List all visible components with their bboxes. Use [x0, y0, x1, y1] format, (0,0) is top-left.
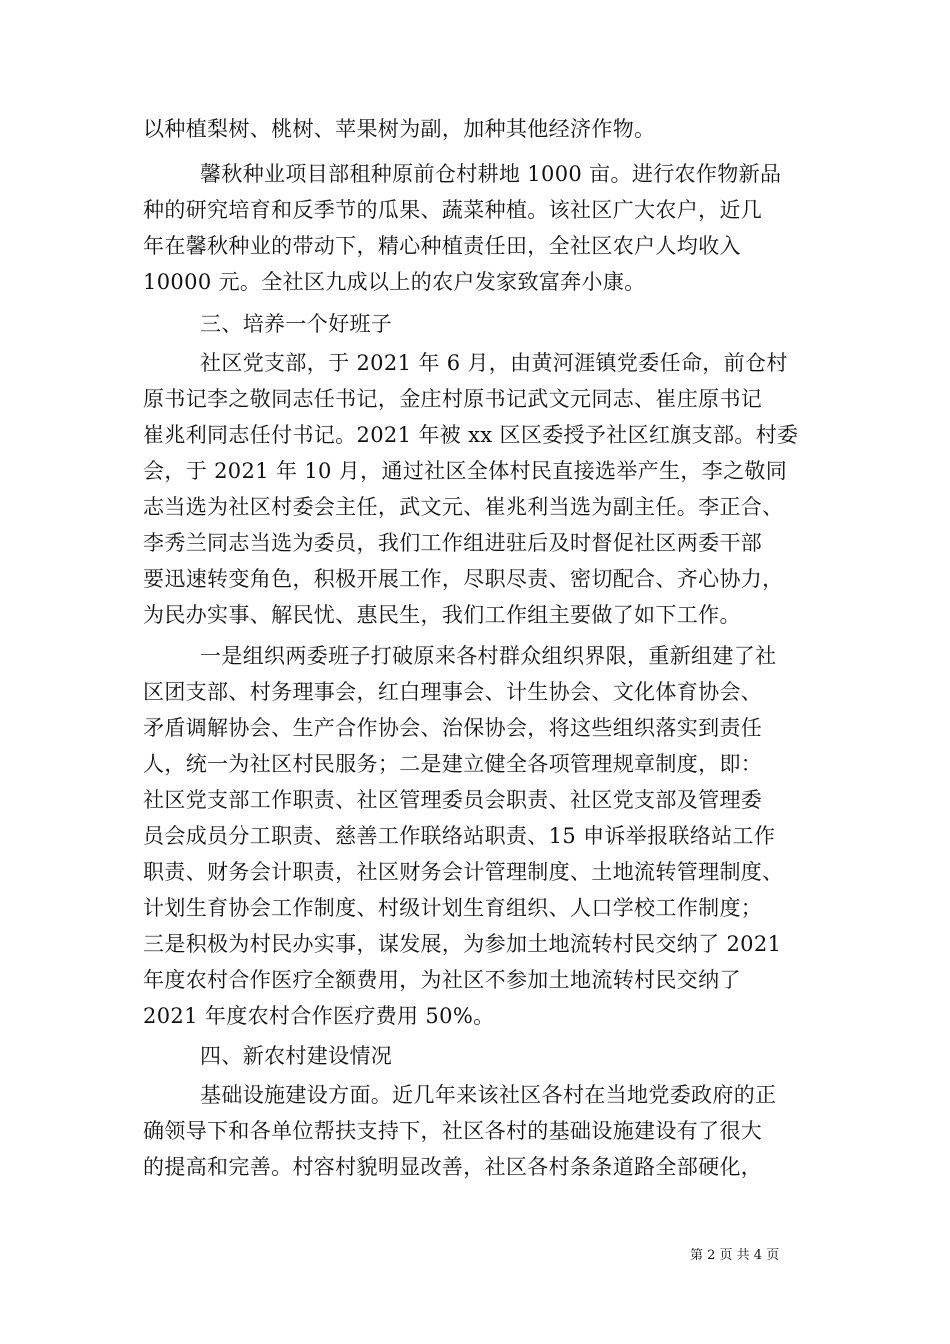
text-line: 计划生育协会工作制度、村级计划生育组织、人口学校工作制度；	[143, 896, 763, 920]
text-line: 矛盾调解协会、生产合作协会、治保协会，将这些组织落实到责任	[143, 716, 763, 740]
text-line: 要迅速转变角色，积极开展工作，尽职尽责、密切配合、齐心协力，	[143, 567, 784, 591]
text-line: 社区党支部工作职责、社区管理委员会职责、社区党支部及管理委	[143, 788, 763, 812]
text-line: 以种植梨树、桃树、苹果树为副，加种其他经济作物。	[143, 117, 656, 141]
text-line: 2021 年度农村合作医疗费用 50%。	[143, 1004, 495, 1028]
text-line: 年在馨秋种业的带动下，精心种植责任田，全社区农户人均收入	[143, 234, 741, 258]
text-line: 会，于 2021 年 10 月，通过社区全体村民直接选举产生，李之敬同	[143, 459, 788, 483]
text-line: 种的研究培育和反季节的瓜果、蔬菜种植。该社区广大农户，近几	[143, 198, 763, 222]
page-indicator: 第 2 页 共 4 页	[690, 1248, 780, 1263]
text-line: 基础设施建设方面。近几年来该社区各村在当地党委政府的正	[200, 1083, 777, 1107]
text-line: 为民办实事、解民忧、惠民生，我们工作组主要做了如下工作。	[143, 603, 741, 627]
text-line: 一是组织两委班子打破原来各村群众组织界限，重新组建了社	[200, 644, 777, 668]
text-line: 原书记李之敬同志任书记，金庄村原书记武文元同志、崔庄原书记	[143, 387, 763, 411]
text-line: 人，统一为社区村民服务；二是建立健全各项管理规章制度，即：	[143, 752, 763, 776]
text-line: 社区党支部，于 2021 年 6 月，由黄河涯镇党委任命，前仓村	[200, 351, 788, 375]
text-line: 职责、财务会计职责，社区财务会计管理制度、土地流转管理制度、	[143, 860, 784, 884]
text-line: 馨秋种业项目部租种原前仓村耕地 1000 亩。进行农作物新品	[200, 162, 782, 186]
text-line: 李秀兰同志当选为委员，我们工作组进驻后及时督促社区两委干部	[143, 531, 763, 555]
section-heading: 四、新农村建设情况	[200, 1044, 393, 1068]
text-line: 三是积极为村民办实事，谋发展，为参加土地流转村民交纳了 2021	[143, 932, 782, 956]
text-line: 10000 元。全社区九成以上的农户发家致富奔小康。	[143, 270, 646, 294]
text-line: 员会成员分工职责、慈善工作联络站职责、15 申诉举报联络站工作	[143, 824, 776, 848]
text-line: 区团支部、村务理事会，红白理事会、计生协会、文化体育协会、	[143, 680, 763, 704]
text-line: 志当选为社区村委会主任，武文元、崔兆利当选为副主任。李正合、	[143, 495, 784, 519]
text-line: 年度农村合作医疗全额费用，为社区不参加土地流转村民交纳了	[143, 968, 741, 992]
text-line: 的提高和完善。村容村貌明显改善，社区各村条条道路全部硬化，	[143, 1155, 763, 1179]
text-line: 崔兆利同志任付书记。2021 年被 xx 区区委授予社区红旗支部。村委	[143, 423, 799, 447]
text-line: 确领导下和各单位帮扶支持下，社区各村的基础设施建设有了很大	[143, 1119, 763, 1143]
section-heading: 三、培养一个好班子	[200, 312, 393, 336]
